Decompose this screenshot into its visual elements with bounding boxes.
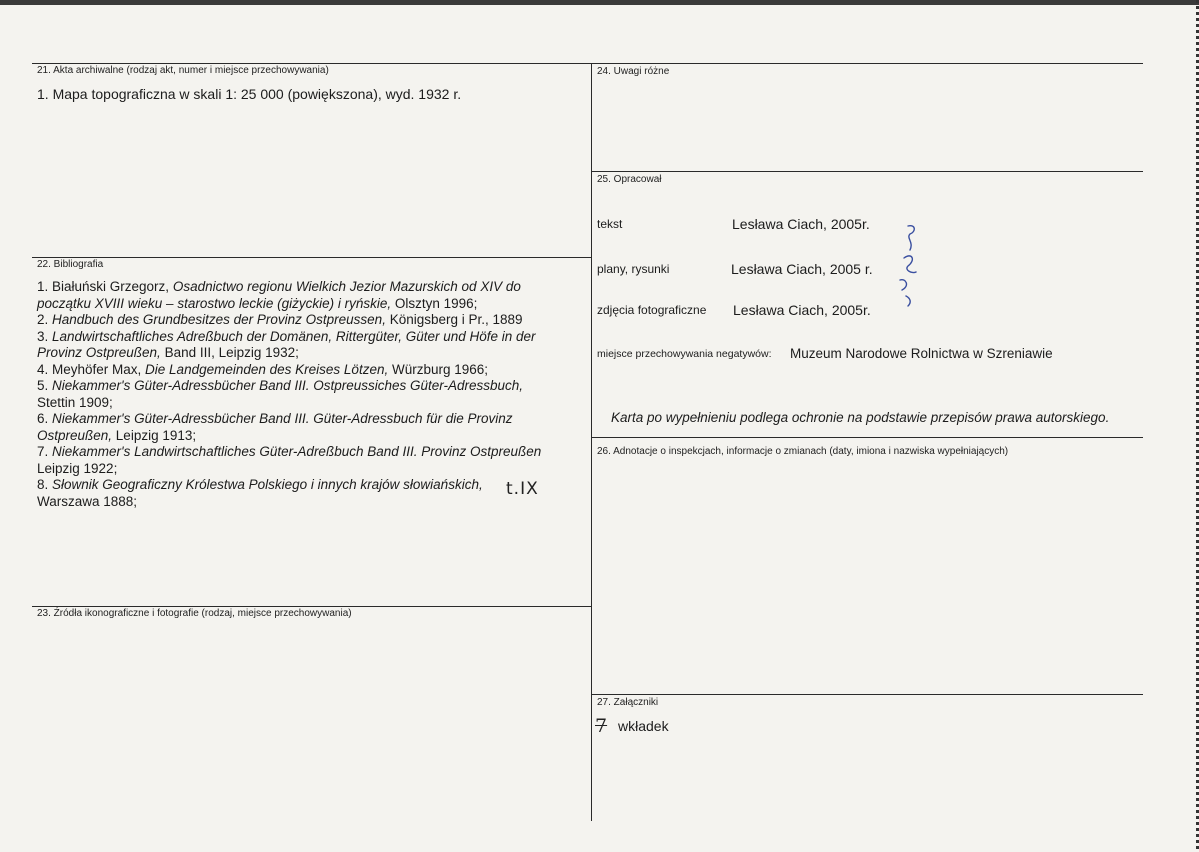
bibliography-line — [37, 411, 587, 428]
bibliography-text: 2. — [37, 312, 53, 327]
rule-26 — [591, 437, 1143, 438]
attachment-count-handwritten: 7 — [595, 715, 608, 737]
bibliography-text: Band III, Leipzig 1932; — [160, 345, 299, 360]
bibliography-title: Osadnictwo regionu Wielkich Jezior Mazurskich od XIV do — [172, 279, 521, 294]
attachment-text: wkładek — [618, 718, 669, 734]
bibliography-title: Ostpreußen, — [37, 427, 113, 443]
bibliography-line — [37, 494, 587, 511]
bibliography-line — [37, 378, 587, 395]
bibliography-line — [37, 296, 587, 313]
row-tekst-label: tekst — [597, 217, 623, 231]
bibliography-title: Niekammer's Landwirtschaftliches Güter-Adreßbuch Band III. Provinz Ostpreußen — [52, 444, 542, 459]
section-26-label: 26. Adnotacje o inspekcjach, informacje o zmianach (daty, imiona i nazwiska wypełniających) — [597, 446, 1009, 457]
bibliography-text: Leipzig 1913; — [112, 427, 197, 443]
row-zdjecia-label: zdjęcia fotograficzne — [597, 303, 707, 317]
bibliography-text: 1. Białuński Grzegorz, — [37, 279, 173, 294]
section-21-label: 21. Akta archiwalne (rodzaj akt, numer i miejsce przechowywania) — [37, 65, 329, 76]
center-divider — [591, 63, 592, 821]
bibliography-line — [37, 428, 587, 445]
bibliography-line — [37, 477, 587, 494]
rule-27 — [591, 694, 1143, 695]
section-23-label: 23. Źródła ikonograficzne i fotografie (rodzaj, miejsce przechowywania) — [37, 608, 352, 619]
bibliography-text: 6. — [37, 411, 53, 426]
section-22-label: 22. Bibliografia — [37, 259, 104, 270]
negatives-value: Muzeum Narodowe Rolnictwa w Szreniawie — [790, 346, 1053, 361]
bibliography-text: 5. — [37, 378, 53, 393]
row-tekst-value: Lesława Ciach, 2005r. — [732, 216, 870, 232]
bibliography-text: Warszawa 1888; — [37, 493, 138, 509]
negatives-label: miejsce przechowywania negatywów: — [597, 348, 772, 360]
bibliography-text: 8. — [37, 477, 53, 492]
copyright-notice: Karta po wypełnieniu podlega ochronie na podstawie przepisów prawa autorskiego. — [611, 410, 1110, 425]
section-27-label: 27. Załączniki — [597, 697, 659, 708]
bibliography-title: Handbuch des Grundbesitzes der Provinz Ostpreussen, — [52, 312, 386, 327]
bibliography-text: 4. Meyhöfer Max, — [37, 361, 146, 377]
top-rule — [32, 63, 1143, 64]
bibliography-text: Königsberg i Pr., 1889 — [385, 312, 523, 327]
bibliography-text: Würzburg 1966; — [388, 361, 489, 377]
rule-23 — [32, 606, 591, 607]
bibliography-line — [37, 444, 587, 461]
bibliography-line — [37, 395, 587, 412]
row-zdjecia-value: Lesława Ciach, 2005r. — [733, 302, 871, 318]
bibliography-title: Niekammer's Güter-Adressbücher Band III. Güter-Adressbuch für die Provinz — [52, 411, 513, 426]
bibliography-line — [37, 461, 587, 478]
bibliography-text: 3. — [37, 328, 53, 344]
rule-25 — [591, 171, 1143, 172]
bibliography-line — [37, 329, 587, 346]
row-plany-value: Lesława Ciach, 2005 r. — [731, 261, 873, 277]
bibliography-line — [37, 362, 587, 379]
section-25-label: 25. Opracował — [597, 174, 662, 185]
bibliography-text: Stettin 1909; — [37, 394, 113, 410]
bibliography-title: Słownik Geograficzny Królestwa Polskiego i innych krajów słowiańskich, — [52, 477, 483, 492]
bibliography-title: Niekammer's Güter-Adressbücher Band III. Ostpreussiches Güter-Adressbuch, — [52, 378, 524, 393]
bibliography-text: Olsztyn 1996; — [391, 295, 478, 311]
scan-top-edge — [0, 0, 1199, 5]
section-21-item: 1. Mapa topograficzna w skali 1: 25 000 (powiększona), wyd. 1932 r. — [37, 86, 462, 102]
bibliography-line — [37, 279, 587, 296]
bibliography-title: Provinz Ostpreußen, — [37, 345, 161, 360]
bibliography-line — [37, 345, 587, 362]
bibliography-list — [37, 279, 587, 510]
handwritten-signature — [886, 220, 926, 310]
bibliography-title: Landwirtschaftliches Adreßbuch der Domänen, Rittergüter, Güter und Höfe in der — [52, 328, 536, 344]
rule-22 — [32, 257, 591, 258]
handwritten-volume-note: t.IX — [506, 479, 539, 499]
section-24-label: 24. Uwagi różne — [597, 66, 670, 77]
bibliography-line — [37, 312, 587, 329]
bibliography-text: Leipzig 1922; — [37, 460, 118, 476]
bibliography-title: początku XVIII wieku – starostwo leckie (giżyckie) i ryńskie, — [37, 295, 392, 311]
bibliography-text: 7. — [37, 444, 53, 459]
bibliography-title: Die Landgemeinden des Kreises Lötzen, — [145, 361, 389, 377]
row-plany-label: plany, rysunki — [597, 262, 670, 276]
